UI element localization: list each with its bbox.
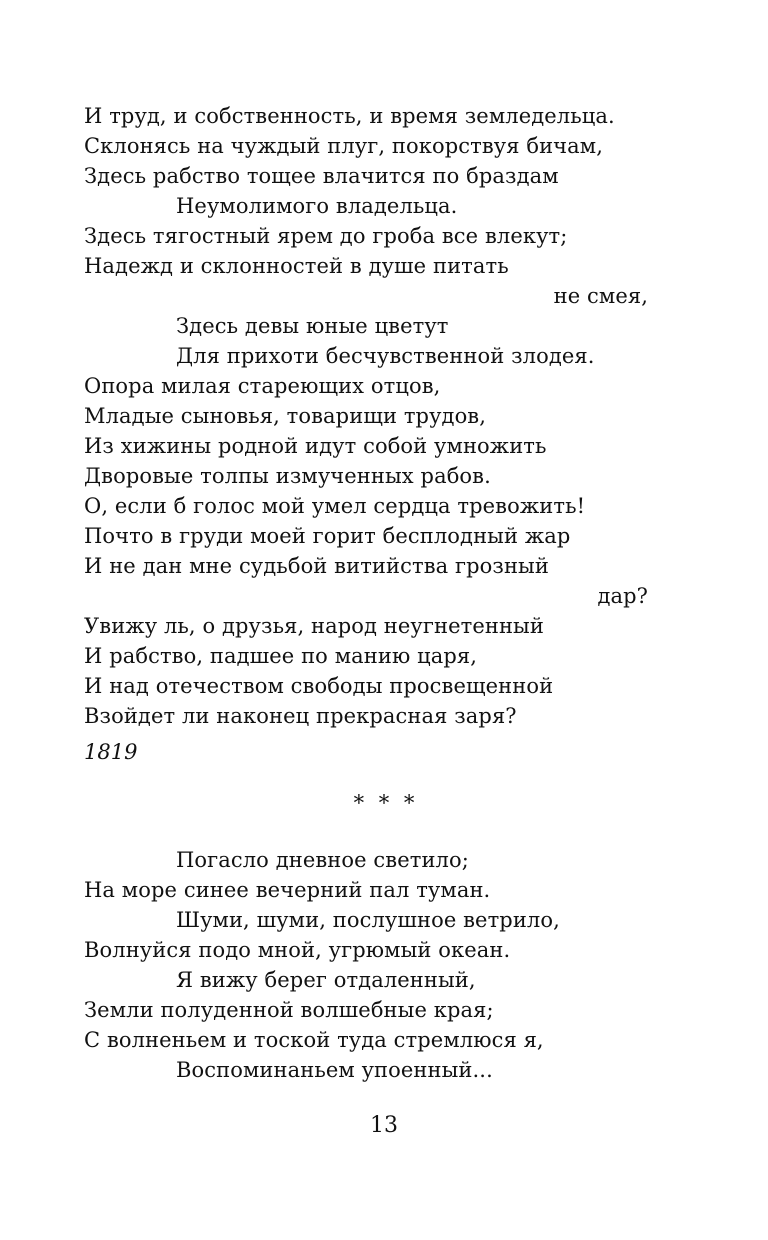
section-separator: * * * [353,791,415,815]
verse-line-indented: Я вижу берег отдаленный, [176,968,476,992]
verse-line: Опора милая стареющих отцов, [84,374,441,398]
poem-date: 1819 [84,740,138,764]
verse-line: И над отечеством свободы просвещенной [84,674,554,698]
verse-line: Здесь рабство тощее влачится по браздам [84,164,559,188]
verse-line-continuation: не смея, [553,284,648,308]
verse-line-indented: Воспоминаньем упоенный... [176,1058,493,1082]
verse-line-indented: Шуми, шуми, послушное ветрило, [176,908,560,932]
verse-line: Склонясь на чуждый плуг, покорствуя бичам, [84,134,603,158]
verse-line-continuation: дар? [597,584,648,608]
verse-line: Младые сыновья, товарищи трудов, [84,404,487,428]
verse-line: На море синее вечерний пал туман. [84,878,491,902]
poem-next [84,845,654,1085]
verse-line: Почто в груди моей горит бесплодный жар [84,524,571,548]
verse-line: И труд, и собственность, и время земледельца. [84,104,615,128]
verse-line: Увижу ль, о друзья, народ неугнетенный [84,614,544,638]
verse-line: Взойдет ли наконец прекрасная заря? [84,704,517,728]
verse-line: И не дан мне судьбой витийства грозный [84,554,549,578]
verse-line: Надежд и склонностей в душе питать [84,254,509,278]
poem-ending [84,101,654,731]
verse-line-indented: Неумолимого владельца. [176,194,458,218]
verse-line-indented: Для прихоти бесчувственной злодея. [176,344,595,368]
verse-line: Земли полуденной волшебные края; [84,998,494,1022]
verse-line: Волнуйся подо мной, угрюмый океан. [84,938,511,962]
verse-line: С волненьем и тоской туда стремлюся я, [84,1028,544,1052]
verse-line: О, если б голос мой умел сердца тревожить! [84,494,586,518]
verse-line: И рабство, падшее по манию царя, [84,644,478,668]
verse-line-indented: Здесь девы юные цветут [176,314,449,338]
verse-line: Из хижины родной идут собой умножить [84,434,547,458]
page-number: 13 [370,1113,398,1138]
verse-line: Здесь тягостный ярем до гроба все влекут; [84,224,568,248]
verse-line-indented: Погасло дневное светило; [176,848,469,872]
verse-line: Дворовые толпы измученных рабов. [84,464,491,488]
